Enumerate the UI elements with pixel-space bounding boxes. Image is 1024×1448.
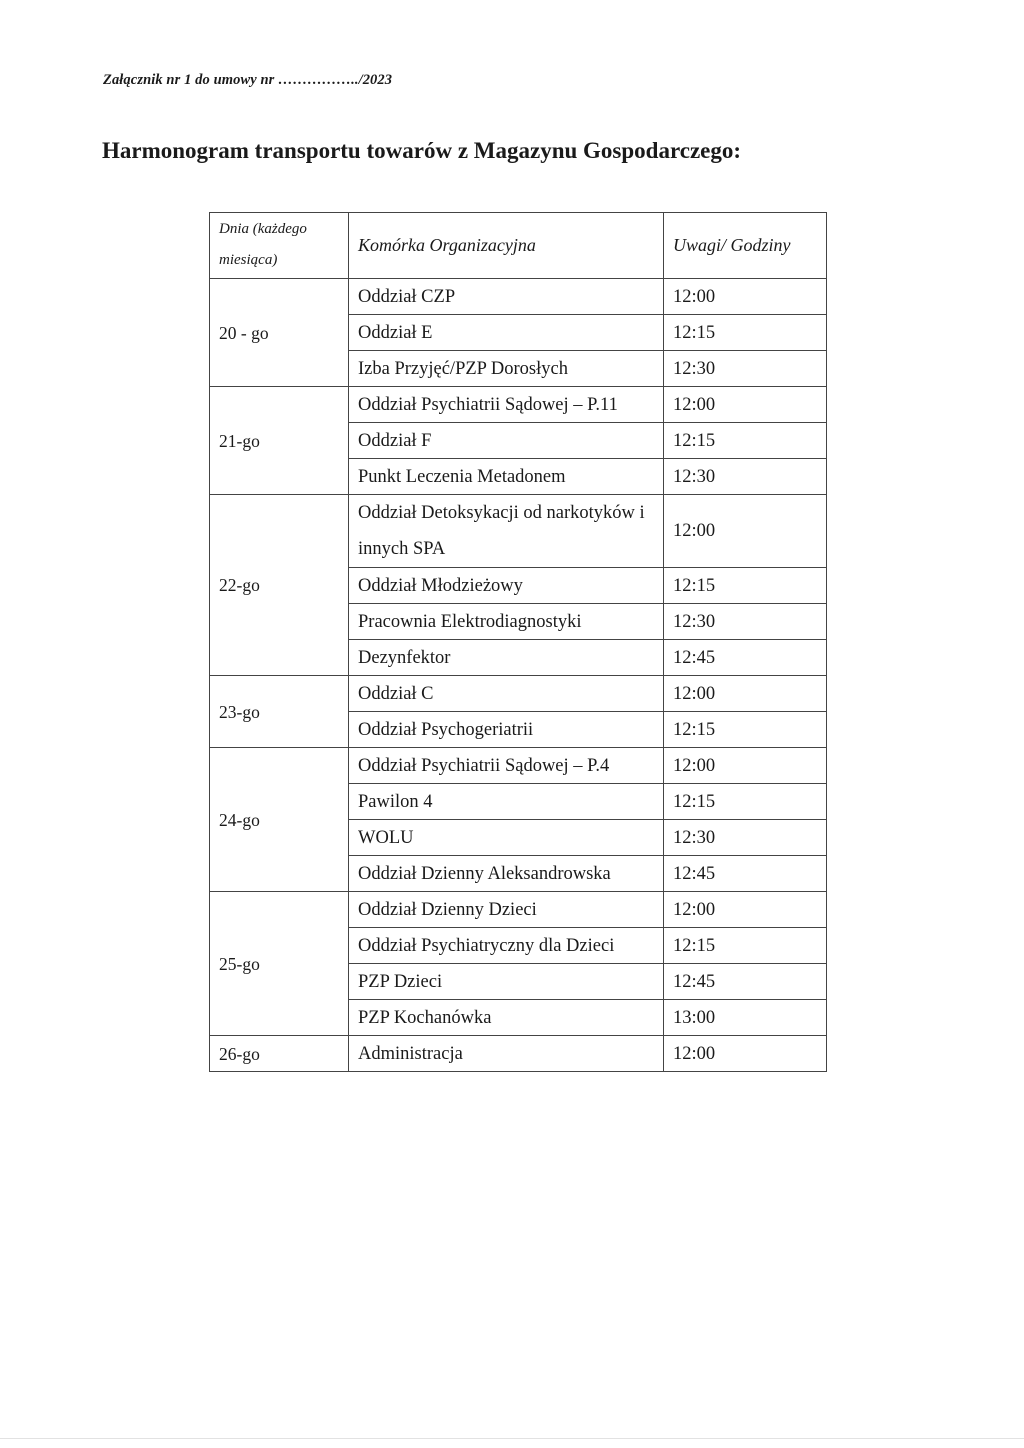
time-cell: 12:45 [664, 640, 827, 676]
time-cell: 12:00 [664, 495, 827, 568]
time-cell: 12:15 [664, 568, 827, 604]
time-cell: 12:45 [664, 856, 827, 892]
table-row [210, 1036, 827, 1072]
unit-cell: PZP Dzieci [349, 964, 664, 1000]
page-title: Harmonogram transportu towarów z Magazynu Gospodarczego: [102, 138, 742, 163]
day-cell: 26-go [210, 1036, 349, 1072]
unit-cell: Izba Przyjęć/PZP Dorosłych [349, 351, 664, 387]
unit-cell: Oddział E [349, 315, 664, 351]
annex-reference: Załącznik nr 1 do umowy nr ……………../2023 [103, 72, 393, 88]
time-cell: 12:45 [664, 964, 827, 1000]
header-day: Dnia (każdego miesiąca) [210, 213, 349, 279]
table-header-row [210, 213, 827, 279]
unit-cell: Oddział Młodzieżowy [349, 568, 664, 604]
unit-cell: Oddział C [349, 676, 664, 712]
unit-cell: Pawilon 4 [349, 784, 664, 820]
time-cell: 12:15 [664, 315, 827, 351]
unit-cell: Oddział CZP [349, 279, 664, 315]
unit-cell: Oddział F [349, 423, 664, 459]
unit-cell: Punkt Leczenia Metadonem [349, 459, 664, 495]
time-cell: 12:30 [664, 351, 827, 387]
time-cell: 12:00 [664, 279, 827, 315]
table-row [210, 387, 827, 423]
time-cell: 12:00 [664, 892, 827, 928]
time-cell: 12:30 [664, 459, 827, 495]
time-cell: 12:30 [664, 604, 827, 640]
header-unit: Komórka Organizacyjna [349, 213, 664, 279]
day-cell: 22-go [210, 495, 349, 676]
time-cell: 12:30 [664, 820, 827, 856]
time-cell: 12:00 [664, 676, 827, 712]
day-cell: 23-go [210, 676, 349, 748]
table-row [210, 279, 827, 315]
unit-cell: Oddział Psychogeriatrii [349, 712, 664, 748]
header-hours: Uwagi/ Godziny [664, 213, 827, 279]
time-cell: 12:00 [664, 1036, 827, 1072]
day-cell: 20 - go [210, 279, 349, 387]
unit-cell: Oddział Psychiatryczny dla Dzieci [349, 928, 664, 964]
table-body [210, 279, 827, 1072]
time-cell: 13:00 [664, 1000, 827, 1036]
unit-cell: Administracja [349, 1036, 664, 1072]
unit-cell: WOLU [349, 820, 664, 856]
transport-schedule-table [209, 212, 827, 1072]
day-cell: 24-go [210, 748, 349, 892]
time-cell: 12:00 [664, 387, 827, 423]
unit-cell: Pracownia Elektrodiagnostyki [349, 604, 664, 640]
time-cell: 12:15 [664, 928, 827, 964]
time-cell: 12:15 [664, 784, 827, 820]
page-edge-divider [0, 1438, 1024, 1439]
unit-cell: Oddział Dzienny Dzieci [349, 892, 664, 928]
day-cell: 21-go [210, 387, 349, 495]
table-row [210, 748, 827, 784]
day-cell: 25-go [210, 892, 349, 1036]
unit-cell: Oddział Detoksykacji od narkotyków i innych SPA [349, 495, 664, 568]
table-row [210, 892, 827, 928]
time-cell: 12:15 [664, 712, 827, 748]
unit-cell: PZP Kochanówka [349, 1000, 664, 1036]
time-cell: 12:00 [664, 748, 827, 784]
table-row [210, 495, 827, 568]
unit-cell: Oddział Psychiatrii Sądowej – P.11 [349, 387, 664, 423]
unit-cell: Oddział Psychiatrii Sądowej – P.4 [349, 748, 664, 784]
table-row [210, 676, 827, 712]
unit-cell: Dezynfektor [349, 640, 664, 676]
unit-cell: Oddział Dzienny Aleksandrowska [349, 856, 664, 892]
time-cell: 12:15 [664, 423, 827, 459]
